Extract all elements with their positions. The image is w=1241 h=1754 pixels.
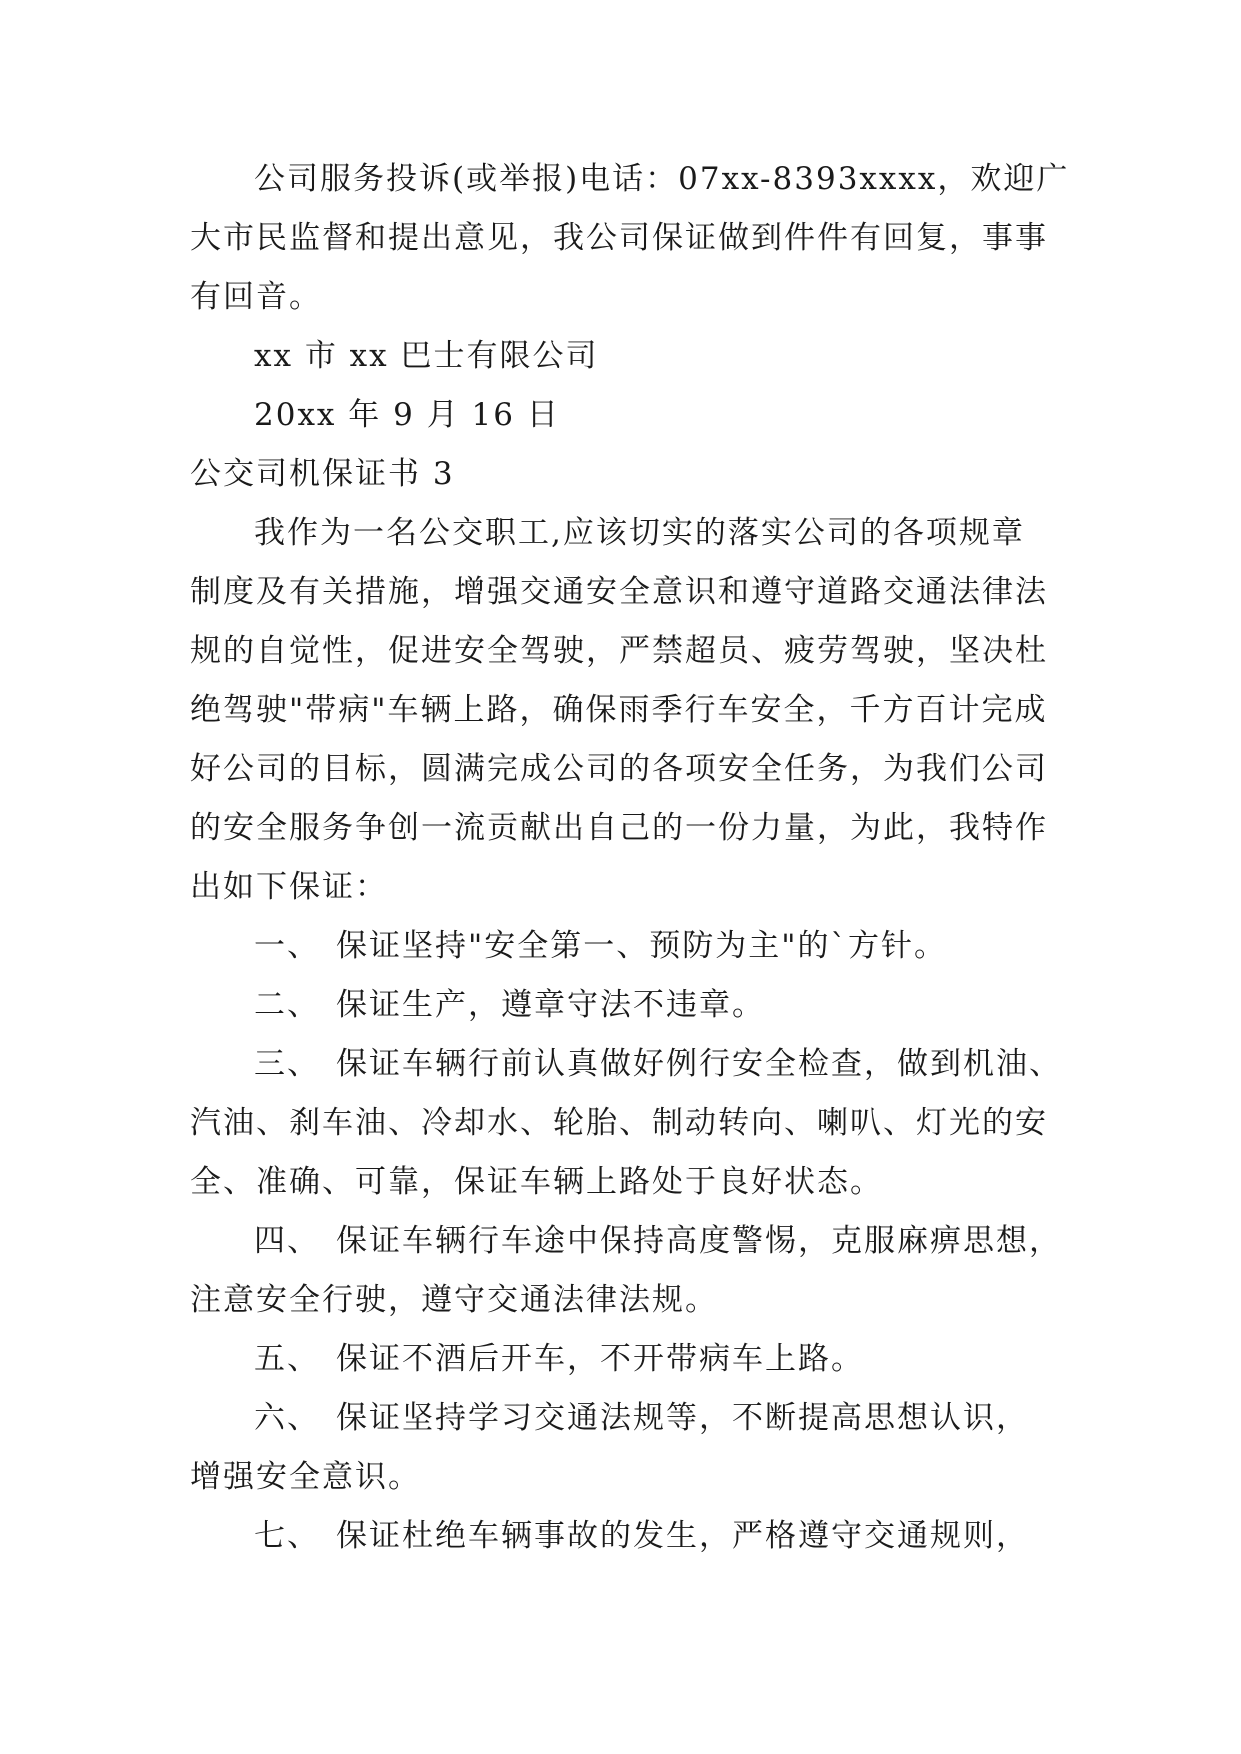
pledge-number: 七、 bbox=[254, 1518, 320, 1554]
pledge-text: 保证车辆行车途中保持高度警惕，克服麻痹思想， bbox=[336, 1223, 1062, 1259]
pledge-text: 保证生产，遵章守法不违章。 bbox=[336, 987, 765, 1023]
pledge-text: 保证不酒后开车，不开带病车上路。 bbox=[336, 1341, 864, 1377]
pledge-number: 四、 bbox=[254, 1223, 320, 1259]
body-line: 有回音。 bbox=[190, 279, 322, 315]
pledge-number: 六、 bbox=[254, 1400, 320, 1436]
body-line: 的安全服务争创一流贡献出自己的一份力量，为此，我特作 bbox=[190, 810, 1048, 846]
pledge-number: 五、 bbox=[254, 1341, 320, 1377]
pledge-item bbox=[190, 1330, 1060, 1389]
document-body bbox=[190, 150, 1070, 1566]
body-line: 大市民监督和提出意见，我公司保证做到件件有回复，事事 bbox=[190, 220, 1048, 256]
pledge-continuation: 注意安全行驶，遵守交通法律法规。 bbox=[190, 1282, 718, 1318]
pledge-item bbox=[190, 1389, 1060, 1448]
pledge-continuation: 增强安全意识。 bbox=[190, 1459, 421, 1495]
pledge-item bbox=[190, 1035, 1060, 1094]
pledge-item bbox=[190, 976, 1060, 1035]
section-title: 公交司机保证书 3 bbox=[190, 456, 455, 492]
pledge-item bbox=[190, 1212, 1060, 1271]
pledge-text: 保证坚持"安全第一、预防为主"的`方针。 bbox=[336, 928, 948, 964]
body-line: 制度及有关措施，增强交通安全意识和遵守道路交通法律法 bbox=[190, 574, 1048, 610]
body-line: 出如下保证： bbox=[190, 869, 388, 905]
pledge-item bbox=[190, 917, 1060, 976]
pledge-continuation: 全、准确、可靠，保证车辆上路处于良好状态。 bbox=[190, 1164, 883, 1200]
pledge-number: 二、 bbox=[254, 987, 320, 1023]
pledge-number: 一、 bbox=[254, 928, 320, 964]
pledge-continuation: 汽油、刹车油、冷却水、轮胎、制动转向、喇叭、灯光的安 bbox=[190, 1105, 1048, 1141]
body-line: 好公司的目标，圆满完成公司的各项安全任务，为我们公司 bbox=[190, 751, 1048, 787]
pledge-item bbox=[190, 1507, 1060, 1566]
pledge-text: 保证车辆行前认真做好例行安全检查，做到机油、 bbox=[336, 1046, 1062, 1082]
pledge-text: 保证坚持学习交通法规等，不断提高思想认识， bbox=[336, 1400, 1029, 1436]
pledge-number: 三、 bbox=[254, 1046, 320, 1082]
pledge-text: 保证杜绝车辆事故的发生，严格遵守交通规则， bbox=[336, 1518, 1029, 1554]
body-line: 公司服务投诉(或举报)电话：07xx-8393xxxx，欢迎广 bbox=[254, 161, 1070, 197]
body-line: 规的自觉性，促进安全驾驶，严禁超员、疲劳驾驶，坚决杜 bbox=[190, 633, 1048, 669]
company-signature: xx 市 xx 巴士有限公司 bbox=[254, 338, 599, 374]
body-line: 绝驾驶"带病"车辆上路，确保雨季行车安全，千方百计完成 bbox=[190, 692, 1048, 728]
body-line: 我作为一名公交职工,应该切实的落实公司的各项规章 bbox=[254, 515, 1025, 551]
signature-date: 20xx 年 9 月 16 日 bbox=[254, 397, 560, 433]
